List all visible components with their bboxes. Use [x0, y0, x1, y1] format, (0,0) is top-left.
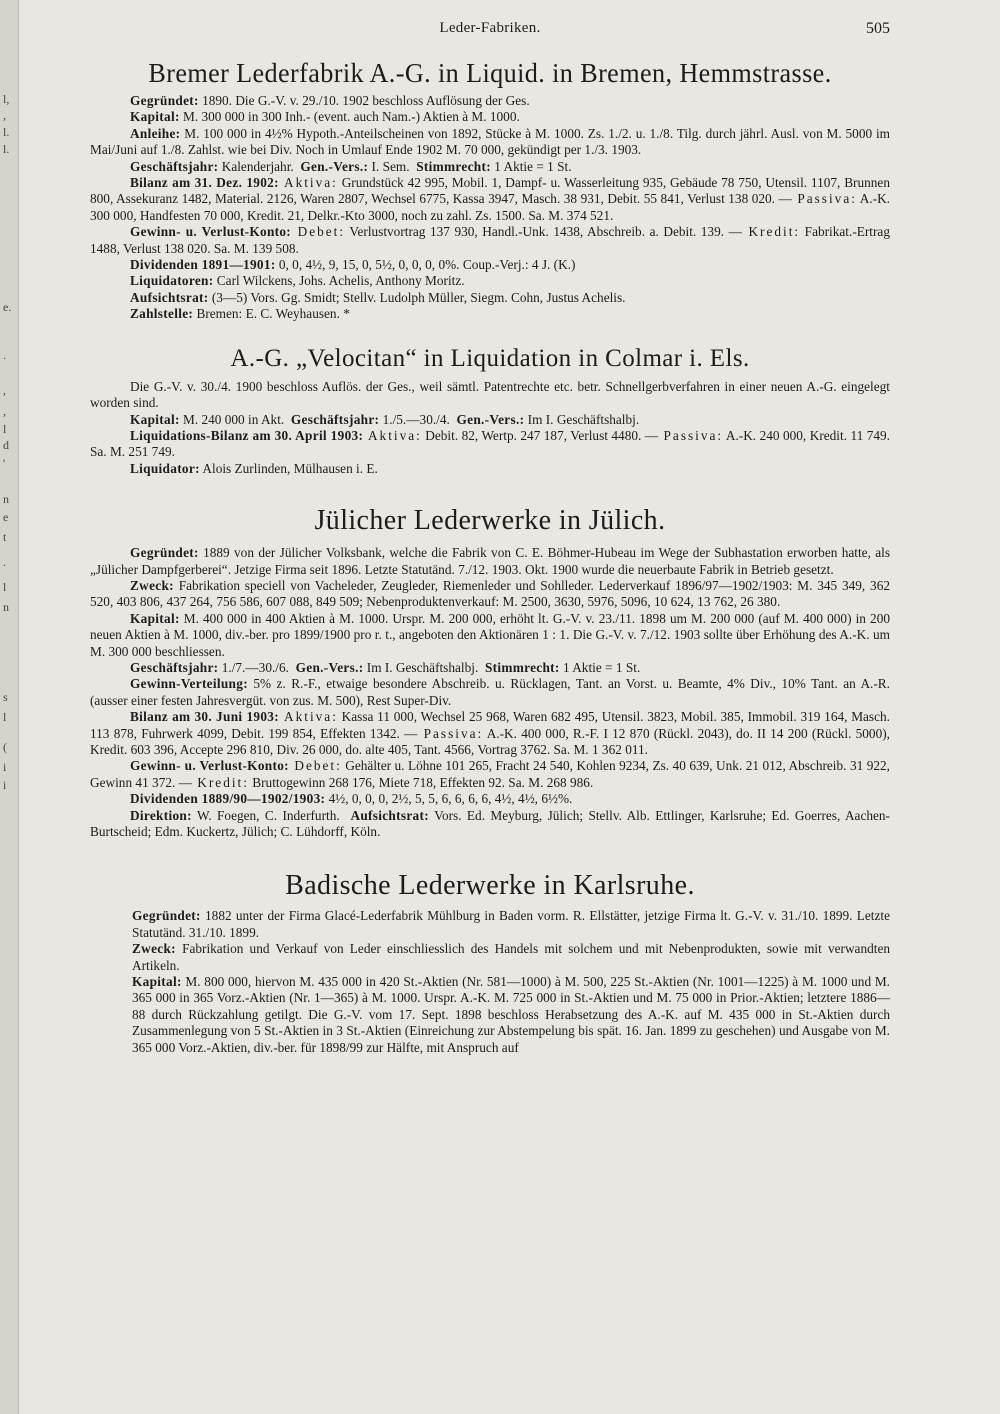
field-text: Carl Wilckens, Johs. Achelis, Anthony Moritz.	[213, 273, 465, 289]
field-label: Liquidator:	[130, 460, 200, 476]
running-head-title: Leder-Fabriken.	[439, 20, 541, 36]
entry-juelicher-lederwerke	[90, 505, 890, 840]
field-text: Bremen: E. C. Weyhausen. *	[193, 306, 350, 322]
margin-letter: d	[3, 438, 9, 452]
page-edge-margin	[0, 0, 19, 1414]
margin-letter: (	[3, 740, 7, 754]
entry-zahlstelle	[90, 306, 890, 322]
margin-letter: l.	[3, 125, 10, 139]
entry-bilanz	[90, 175, 890, 224]
entry-gegruendet	[90, 908, 890, 941]
entry-heading: Jülicher Lederwerke in Jülich.	[314, 505, 666, 537]
margin-letter: i	[3, 778, 7, 792]
field-label: Gen.-Vers.:	[300, 158, 369, 174]
field-label: Gewinn- u. Verlust-Konto:	[130, 758, 289, 774]
entry-kapital	[90, 412, 890, 428]
field-text: Kalenderjahr.	[218, 158, 294, 174]
margin-letter: .	[3, 348, 6, 362]
field-text: M. 300 000 in 300 Inh.- (event. auch Nam.-) Aktien à M. 1000.	[179, 109, 520, 125]
field-sublabel: Aktiva:	[278, 175, 338, 191]
entry-geschaeftsjahr	[90, 660, 890, 676]
margin-letter: l	[3, 422, 7, 436]
field-text: 0, 0, 4½, 9, 15, 0, 5½, 0, 0, 0, 0%. Coup.-Verj.: 4 J. (K.)	[275, 257, 576, 273]
page-body	[90, 58, 890, 1056]
entry-dividenden	[90, 257, 890, 273]
field-label: Gegründet:	[132, 908, 201, 924]
field-label: Kapital:	[130, 109, 180, 125]
field-label: Gen.-Vers.:	[295, 659, 364, 675]
field-label: Aufsichtsrat:	[350, 807, 429, 823]
field-sublabel: Kredit:	[741, 224, 801, 240]
entry-gegruendet	[90, 545, 890, 578]
margin-letter: l.	[3, 142, 10, 156]
entry-bilanz	[90, 709, 890, 758]
field-text: 1 Aktie = 1 St.	[490, 158, 572, 174]
field-text: 1889 von der Jülicher Volksbank, welche die Fabrik von C. E. Böhmer-Hubeau im Wege der Subhastation erworben hatte, als „Jülicher Dampfgerberei“. Jetzige Firma seit 1896. Letzte Statutänd. 7./12. 1903. Okt. 1900 wurde die neuerbaute Fabrik in Betrieb gesetzt.	[90, 545, 890, 577]
field-text: M. 240 000 in Akt.	[179, 411, 285, 427]
field-sublabel: Debet:	[291, 224, 346, 240]
field-text: 4½, 0, 0, 0, 2½, 5, 5, 6, 6, 6, 6, 4½, 4½, 6½%.	[325, 791, 573, 807]
field-sublabel: Aktiva:	[278, 709, 338, 725]
margin-letter: l	[3, 580, 7, 594]
field-text: Fabrikation speciell von Vacheleder, Zeugleder, Riemenleder und Sohlleder. Lederverkauf 1896/97—1902/1903: M. 345 349, 362 520, 403 806, 437 264, 756 586, 607 088, 849 509; Nebenproduktenverkauf: M. 2500, 3630, 5976, 5096, 10 624, 13 762, 26 380.	[90, 577, 890, 610]
field-label: Kapital:	[132, 974, 182, 990]
field-sublabel: Passiva:	[417, 725, 484, 741]
field-text: M. 400 000 in 400 Aktien à M. 1000. Urspr. M. 200 000, erhöht lt. G.-V. v. 23./11. 1898 um M. 200 000 (auf M. 400 000) in 200 neuen Aktien à M. 1000, div.-ber. pro 1899/1900 pro r. t., angeboten den Aktionären 1 : 1. Die G.-V. v. 7./12. 1903 sollte über Erhöhung des A.-K. um M. 300 000 beschliessen.	[90, 610, 890, 659]
field-label: Gen.-Vers.:	[456, 411, 525, 427]
field-label: Gegründet:	[130, 93, 199, 108]
entry-velocitan	[90, 345, 890, 477]
entry-zweck	[90, 941, 890, 974]
margin-letter: t	[3, 530, 7, 544]
field-text: 1./5.—30./4.	[379, 411, 450, 427]
margin-letter: n	[3, 492, 9, 506]
field-label: Kapital:	[130, 411, 180, 427]
margin-letter: l	[3, 710, 7, 724]
field-text: Fabrikat.-Ertrag 1488, Verlust 138 020. Sa. M. 139 508.	[90, 224, 890, 256]
margin-letter: ,	[3, 383, 6, 397]
margin-letter: e.	[3, 300, 12, 314]
field-text: (3—5) Vors. Gg. Smidt; Stellv. Ludolph Müller, Siegm. Cohn, Justus Achelis.	[208, 289, 626, 305]
field-text: Gehälter u. Löhne 101 265, Fracht 24 540, Kohlen 9234, Zs. 40 639, Unk. 21 012, Abschreib. 31 922, Gewinn 41 372. —	[90, 758, 890, 790]
field-sublabel: Passiva:	[791, 191, 857, 207]
field-text: M. 100 000 in 4½% Hypoth.-Anteilscheinen von 1892, Stücke à M. 1000. Zs. 1./2. u. 1./8. Tilg. durch jährl. Ausl. von M. 5000 im Mai/Juni auf 1./8. Zahlst. wie bei Div. Noch in Umlauf Ende 1902 M. 70 000, gekündigt per 1./3. 1903.	[90, 125, 890, 158]
field-text: A.-K. 240 000, Kredit. 11 749. Sa. M. 251 749.	[90, 427, 890, 460]
entry-gewinn-verteilung	[90, 676, 890, 709]
field-label: Geschäftsjahr:	[130, 158, 219, 174]
entry-intro: Die G.-V. v. 30./4. 1900 beschloss Auflös. der Ges., weil sämtl. Patentrechte etc. betr. Schnellgerbverfahren in einer neuen A.-G. eingelegt worden sind.	[90, 378, 890, 411]
margin-letter: ,	[3, 404, 6, 418]
field-sublabel: Debet:	[288, 758, 342, 774]
entry-anleihe	[90, 126, 890, 159]
field-text: Grundstück 42 995, Mobil. 1, Dampf- u. Wasserleitung 935, Gebäude 78 750, Utensil. 1107, Brunnen 800, Assekuranz 1482, Material. 2126, Waren 2807, Wechsel 6775, Kassa 3947, Masch. 38 931, Debit. 55 841, Verlust 138 020. —	[90, 175, 890, 207]
field-text: 1890. Die G.-V. v. 29./10. 1902 beschloss Auflösung der Ges.	[198, 93, 530, 108]
field-label: Gegründet:	[130, 545, 199, 561]
margin-letter: e	[3, 510, 9, 524]
entry-badische-lederwerke	[90, 870, 890, 1056]
field-label: Liquidations-Bilanz am 30. April 1903:	[130, 427, 364, 443]
field-text: Kassa 11 000, Wechsel 25 968, Waren 682 495, Utensil. 3823, Mobil. 385, Immobil. 319 164, Masch. 113 878, Fuhrwerk 4099, Debit. 199 854, Effekten 1342. —	[90, 709, 890, 741]
field-label: Bilanz am 31. Dez. 1902:	[130, 175, 279, 191]
field-sublabel: Aktiva:	[363, 427, 422, 443]
entry-kapital	[90, 611, 890, 660]
field-label: Zweck:	[130, 577, 174, 593]
field-label: Dividenden 1889/90—1902/1903:	[130, 791, 326, 807]
entry-kapital	[90, 109, 890, 125]
entry-gegruendet	[90, 93, 890, 109]
margin-letter: .	[3, 555, 6, 569]
entry-direktion	[90, 808, 890, 841]
field-label: Zweck:	[132, 941, 176, 957]
field-text: I. Sem.	[368, 158, 410, 174]
field-text: Im I. Geschäftshalbj.	[524, 411, 640, 427]
entry-heading: Badische Lederwerke in Karlsruhe.	[285, 870, 695, 902]
field-text: Verlustvortrag 137 930, Handl.-Unk. 1438, Abschreib. a. Debit. 139. —	[345, 224, 742, 240]
field-sublabel: Passiva:	[658, 427, 724, 443]
entry-aufsichtsrat	[90, 290, 890, 306]
field-text: Fabrikation und Verkauf von Leder einschliesslich des Handels mit solchem und mit Nebenprodukten, sowie mit verwandten Artikeln.	[132, 941, 890, 973]
field-text: 5% z. R.-F., etwaige besondere Abschreib. u. Rücklagen, Tant. an Vorst. u. Beamte, 4% Div., 10% Tant. an A.-R. (ausser einer festen Jahresvergüt. von zus. M. 500), Rest Super-Div.	[90, 676, 890, 708]
field-text: Im I. Geschäftshalbj.	[363, 659, 479, 675]
field-text: Alois Zurlinden, Mülhausen i. E.	[199, 460, 378, 476]
entry-zweck	[90, 578, 890, 611]
entry-bremer-lederfabrik	[90, 58, 890, 323]
field-label: Geschäftsjahr:	[130, 659, 219, 675]
running-head	[90, 20, 890, 44]
entry-heading: A.-G. „Velocitan“ in Liquidation in Colmar i. Els.	[230, 344, 750, 372]
field-label: Aufsichtsrat:	[130, 289, 209, 305]
entry-dividenden	[90, 791, 890, 807]
entry-liquidator	[90, 461, 890, 477]
field-label: Gewinn-Verteilung:	[130, 676, 248, 692]
field-label: Stimmrecht:	[416, 158, 491, 174]
field-text: 1 Aktie = 1 St.	[559, 659, 641, 675]
field-sublabel: Kredit:	[191, 774, 249, 790]
field-label: Gewinn- u. Verlust-Konto:	[130, 224, 292, 240]
field-label: Zahlstelle:	[130, 306, 194, 322]
field-label: Dividenden 1891—1901:	[130, 257, 276, 273]
margin-letter: ,	[3, 108, 6, 122]
field-label: Stimmrecht:	[484, 659, 560, 675]
field-text: Bruttogewinn 268 176, Miete 718, Effekten 92. Sa. M. 268 986.	[248, 774, 594, 790]
entry-geschaeftsjahr	[90, 159, 890, 175]
entry-kapital	[90, 974, 890, 1056]
margin-letter: i	[3, 760, 7, 774]
field-text: 1./7.—30./6.	[218, 659, 289, 675]
margin-letter: l,	[3, 92, 10, 106]
page-number: 505	[866, 20, 890, 37]
field-text: A.-K. 400 000, R.-F. I 12 870 (Rückl. 2043), do. II 14 200 (Rückl. 5000), Kredit. 603 396, Accepte 296 810, Div. 26 000, do. alte 405, Tant. 4566, Vortrag 3762. Sa. M. 1 362 011.	[90, 725, 890, 757]
margin-letter: n	[3, 600, 9, 614]
field-label: Anleihe:	[130, 125, 181, 141]
margin-letter: s	[3, 690, 8, 704]
field-label: Kapital:	[130, 610, 180, 626]
field-label: Direktion:	[130, 807, 192, 823]
entry-gewinn-verlust	[90, 224, 890, 257]
margin-letter: '	[3, 456, 6, 470]
field-text: M. 800 000, hiervon M. 435 000 in 420 St.-Aktien (Nr. 581—1000) à M. 500, 225 St.-Aktien (Nr. 1001—1225) à M. 1000 und M. 365 000 in 365 Vorz.-Aktien (Nr. 1—365) à M. 1000. Urspr. A.-K. M. 725 000 in St.-Aktien und M. 75 000 in Prior.-Aktien; letztere 1886—88 durch Rückzahlung getilgt. Die G.-V. vom 17. Sept. 1898 beschloss Herabsetzung des A.-K. auf M. 435 000 in St.-Aktien durch Zusammenlegung von 5 St.-Aktien in 3 St.-Aktien (Einreichung zur Abstempelung bis spät. 16. Jan. 1899 zu geschehen) und Ausgabe von M. 365 000 Vorz.-Aktien, div.-ber. für 1898/99 zur Hälfte, mit Anspruch auf	[132, 974, 890, 1055]
field-label: Liquidatoren:	[130, 273, 214, 289]
field-label: Geschäftsjahr:	[290, 411, 380, 427]
field-text: W. Foegen, C. Inderfurth.	[191, 807, 340, 823]
entry-gewinn-verlust	[90, 758, 890, 791]
field-text: Vors. Ed. Meyburg, Jülich; Stellv. Alb. Ettlinger, Karlsruhe; Ed. Goerres, Aachen-Burtscheid; Edm. Kuckertz, Jülich; C. Lühdorff, Köln.	[90, 807, 890, 840]
entry-liquidations-bilanz	[90, 428, 890, 461]
field-text: Debit. 82, Wertp. 247 187, Verlust 4480. —	[421, 427, 659, 443]
field-label: Bilanz am 30. Juni 1903:	[130, 709, 279, 725]
field-text: 1882 unter der Firma Glacé-Lederfabrik Mühlburg in Baden vorm. R. Ellstätter, jetzige Firma lt. G.-V. v. 31./10. 1899. Letzte Statutänd. 31./10. 1899.	[132, 908, 890, 940]
entry-liquidatoren	[90, 273, 890, 289]
field-text: A.-K. 300 000, Handfesten 70 000, Kredit. 21, Delkr.-Kto 3000, noch zu zahl. Zs. 1500. Sa. M. 374 521.	[90, 191, 890, 223]
entry-heading: Bremer Lederfabrik A.-G. in Liquid. in Bremen, Hemmstrasse.	[148, 58, 832, 88]
